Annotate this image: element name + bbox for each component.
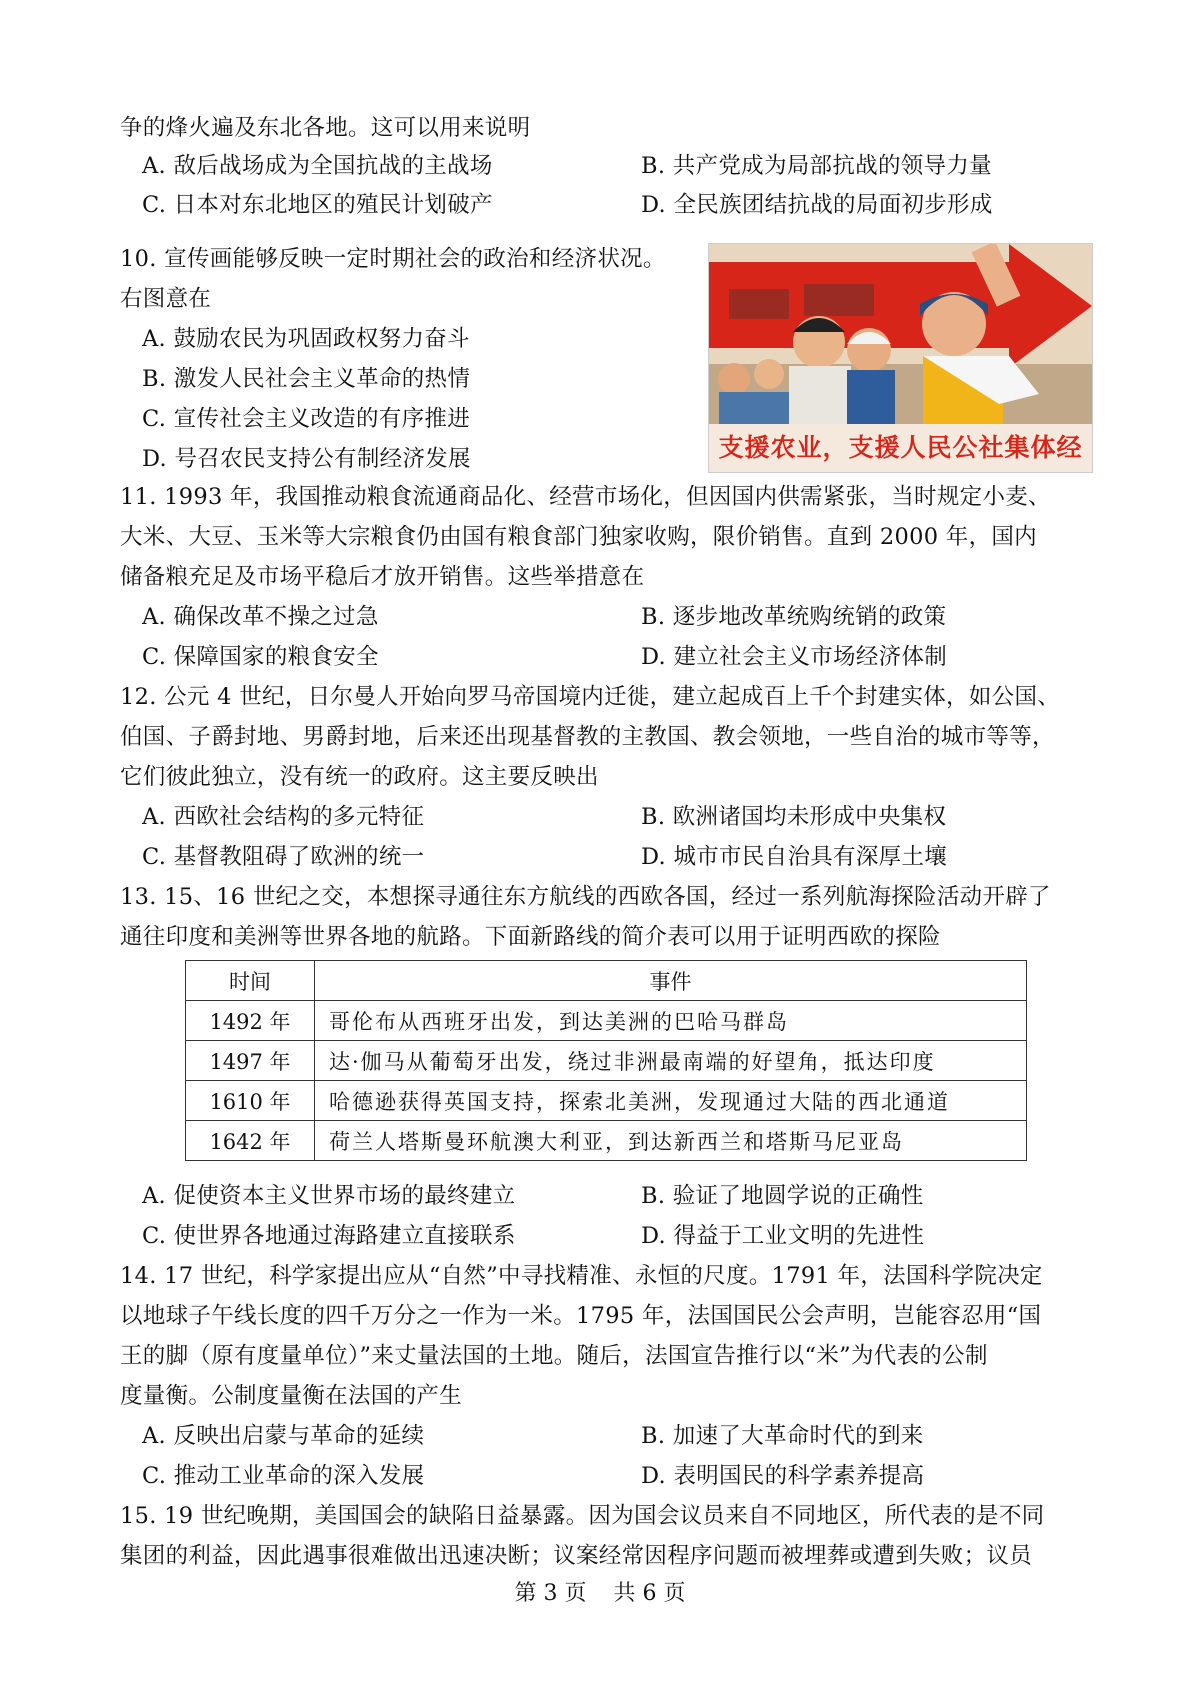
table-row <box>186 1081 1027 1121</box>
q14-option-b: B. 加速了大革命时代的到来 <box>641 1423 924 1449</box>
table-cell-time: 1642 年 <box>186 1121 315 1161</box>
q9-option-c: C. 日本对东北地区的殖民计划破产 <box>142 192 493 218</box>
q11-stem-line3: 储备粮充足及市场平稳后才放开销售。这些举措意在 <box>120 564 645 590</box>
q14-stem-line2: 以地球子午线长度的四千万分之一作为一米。1795 年，法国国民公会声明，岂能容忍用“国 <box>120 1303 1042 1329</box>
table-row <box>186 1121 1027 1161</box>
q9-option-a: A. 敌后战场成为全国抗战的主战场 <box>142 153 493 179</box>
q11-stem-line1: 11. 1993 年，我国推动粮食流通商品化、经营市场化，但因国内供需紧张，当时规定小麦、 <box>120 484 1051 510</box>
page-footer <box>0 1576 1200 1607</box>
q11-option-b: B. 逐步地改革统购统销的政策 <box>641 604 947 630</box>
q9-stem-tail: 争的烽火遍及东北各地。这可以用来说明 <box>120 115 531 141</box>
q10-option-c: C. 宣传社会主义改造的有序推进 <box>142 406 471 432</box>
table-cell-time: 1610 年 <box>186 1081 315 1121</box>
propaganda-poster <box>708 243 1093 473</box>
table-cell-event: 达·伽马从葡萄牙出发，绕过非洲最南端的好望角，抵达印度 <box>315 1041 1027 1081</box>
q13-option-d: D. 得益于工业文明的先进性 <box>641 1223 925 1249</box>
q9-option-d: D. 全民族团结抗战的局面初步形成 <box>641 192 993 218</box>
q12-stem-line1: 12. 公元 4 世纪，日尔曼人开始向罗马帝国境内迁徙，建立起成百上千个封建实体，如公国、 <box>120 684 1061 710</box>
poster-illustration <box>709 244 1092 424</box>
poster-caption: 支援农业，支援人民公社集体经 <box>709 424 1092 472</box>
q12-option-a: A. 西欧社会结构的多元特征 <box>142 804 425 830</box>
table-cell-event: 哈德逊获得英国支持，探索北美洲，发现通过大陆的西北通道 <box>315 1081 1027 1121</box>
q12-stem-line2: 伯国、子爵封地、男爵封地，后来还出现基督教的主教国、教会领地，一些自治的城市等等， <box>120 724 1055 750</box>
q11-option-d: D. 建立社会主义市场经济体制 <box>641 644 948 670</box>
q10-option-a: A. 鼓励农民为巩固政权努力奋斗 <box>142 326 470 352</box>
table-cell-time: 1492 年 <box>186 1001 315 1041</box>
q13-stem-line1: 13. 15、16 世纪之交，本想探寻通往东方航线的西欧各国，经过一系列航海探险活动开辟了 <box>120 884 1051 910</box>
table-cell-time: 1497 年 <box>186 1041 315 1081</box>
q12-option-b: B. 欧洲诸国均未形成中央集权 <box>641 804 947 830</box>
q15-stem-line1: 15. 19 世纪晚期，美国国会的缺陷日益暴露。因为国会议员来自不同地区，所代表的是不同 <box>120 1503 1045 1529</box>
page-number: 第 3 页 <box>514 1581 587 1606</box>
q11-option-a: A. 确保改革不操之过急 <box>142 604 379 630</box>
table-cell-event: 哥伦布从西班牙出发，到达美洲的巴哈马群岛 <box>315 1001 1027 1041</box>
q13-option-c: C. 使世界各地通过海路建立直接联系 <box>142 1223 516 1249</box>
table-header-time: 时间 <box>186 961 315 1001</box>
q14-stem-line4: 度量衡。公制度量衡在法国的产生 <box>120 1383 463 1409</box>
q10-option-b: B. 激发人民社会主义革命的热情 <box>142 366 471 392</box>
table-cell-event: 荷兰人塔斯曼环航澳大利亚，到达新西兰和塔斯马尼亚岛 <box>315 1121 1027 1161</box>
q11-option-c: C. 保障国家的粮食安全 <box>142 644 379 670</box>
q14-stem-line3: 王的脚（原有度量单位）”来丈量法国的土地。随后，法国宣告推行以“米”为代表的公制 <box>120 1343 988 1369</box>
q10-option-d: D. 号召农民支持公有制经济发展 <box>142 446 471 472</box>
table-row <box>186 1041 1027 1081</box>
table-header-event: 事件 <box>315 961 1027 1001</box>
q10-stem-line2: 右图意在 <box>120 286 212 312</box>
q10-stem-line1: 10. 宣传画能够反映一定时期社会的政治和经济状况。 <box>120 246 666 272</box>
q12-option-d: D. 城市市民自治具有深厚土壤 <box>641 844 948 870</box>
q14-stem-line1: 14. 17 世纪，科学家提出应从“自然”中寻找精准、永恒的尺度。1791 年，法国科学院决定 <box>120 1263 1043 1289</box>
q11-stem-line2: 大米、大豆、玉米等大宗粮食仍由国有粮食部门独家收购，限价销售。直到 2000 年，国内 <box>120 524 1037 550</box>
q14-option-d: D. 表明国民的科学素养提高 <box>641 1463 925 1489</box>
q13-option-b: B. 验证了地圆学说的正确性 <box>641 1183 924 1209</box>
table-row <box>186 1001 1027 1041</box>
q13-stem-line2: 通往印度和美洲等世界各地的航路。下面新路线的简介表可以用于证明西欧的探险 <box>120 924 941 950</box>
q15-stem-line2: 集团的利益，因此遇事很难做出迅速决断；议案经常因程序问题而被埋葬或遭到失败；议员 <box>120 1543 1033 1569</box>
q12-option-c: C. 基督教阻碍了欧洲的统一 <box>142 844 425 870</box>
table-header-row <box>186 961 1027 1001</box>
q14-option-a: A. 反映出启蒙与革命的延续 <box>142 1423 425 1449</box>
q9-option-b: B. 共产党成为局部抗战的领导力量 <box>641 153 992 179</box>
q14-option-c: C. 推动工业革命的深入发展 <box>142 1463 425 1489</box>
q12-stem-line3: 它们彼此独立，没有统一的政府。这主要反映出 <box>120 764 599 790</box>
voyages-table <box>185 960 1027 1161</box>
q13-option-a: A. 促使资本主义世界市场的最终建立 <box>142 1183 516 1209</box>
page-total: 共 6 页 <box>613 1581 686 1606</box>
